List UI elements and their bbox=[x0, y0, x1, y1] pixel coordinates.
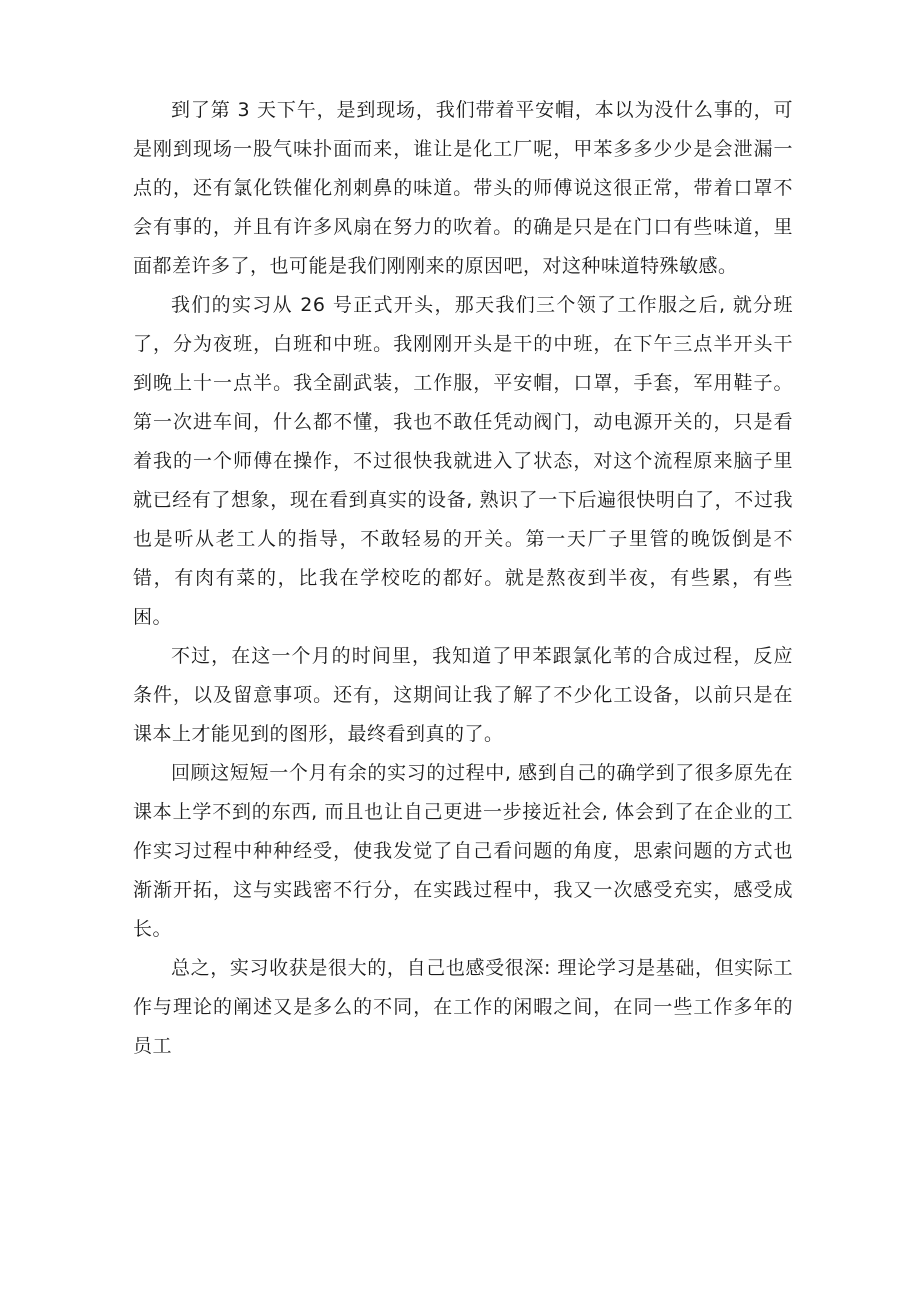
paragraph-internship-start: 我们的实习从 26 号正式开头，那天我们三个领了工作服之后, 就分班了，分为夜班，白班和中班。我刚刚开头是干的中班，在下午三点半开头干到晚上十一点半。我全副武装，工作服，平安帽，口罩，手套，军用鞋子。第一次进车间，什么都不懂，我也不敢任凭动阀门，动电源开关的，只是看着我的一个师傅在操作，不过很快我就进入了状态，对这个流程原来脑子里就已经有了想象，现在看到真实的设备, 熟识了一下后遍很快明白了，不过我也是听从老工人的指导，不敢轻易的开关。第一天厂子里管的晚饭倒是不错，有肉有菜的，比我在学校吃的都好。就是熬夜到半夜，有些累，有些困。 bbox=[133, 294, 793, 628]
paragraph-knowledge-gained: 不过，在这一个月的时间里，我知道了甲苯跟氯化苇的合成过程，反应条件，以及留意事项。还有，这期间让我了解了不少化工设备，以前只是在课本上才能见到的图形，最终看到真的了。 bbox=[133, 645, 793, 745]
paragraph-arrival-at-site: 到了第 3 天下午，是到现场，我们带着平安帽，本以为没什么事的，可是刚到现场一股气味扑面而来，谁让是化工厂呢，甲苯多多少少是会泄漏一点的，还有氯化铁催化剂刺鼻的味道。带头的师傅说这很正常，带着口罩不会有事的，并且有许多风扇在努力的吹着。的确是只是在门口有些味道，里面都差许多了，也可能是我们刚刚来的原因吧，对这种味道特殊敏感。 bbox=[133, 99, 793, 277]
document-body bbox=[133, 91, 793, 1066]
paragraph-review: 回顾这短短一个月有余的实习的过程中, 感到自己的确学到了很多原先在课本上学不到的东西, 而且也让自己更进一步接近社会, 体会到了在企业的工作实习过程中种种经受，使我发觉了自己看问题的角度，思索问题的方式也渐渐开拓，这与实践密不行分，在实践过程中，我又一次感受充实，感受成长。 bbox=[133, 762, 793, 940]
paragraph-conclusion: 总之，实习收获是很大的，自己也感受很深: 理论学习是基础，但实际工作与理论的阐述又是多么的不同，在工作的闲暇之间，在同一些工作多年的员工 bbox=[133, 957, 793, 1057]
